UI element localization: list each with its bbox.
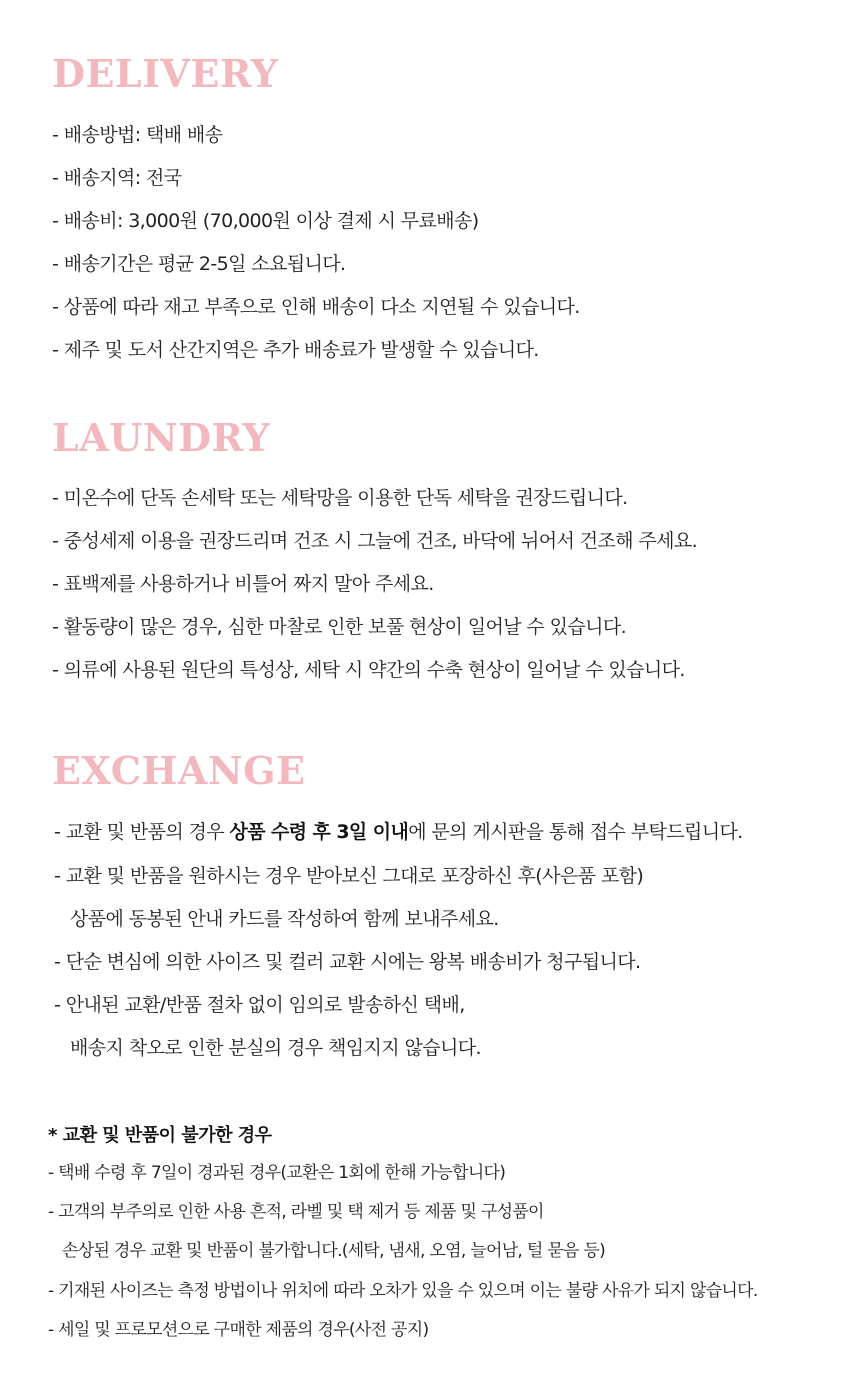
delivery-line: - 제주 및 도서 산간지역은 추가 배송료가 발생할 수 있습니다.	[52, 339, 539, 361]
notice-title: * 교환 및 반품이 불가한 경우	[48, 1125, 272, 1146]
delivery-line: - 상품에 따라 재고 부족으로 인해 배송이 다소 지연될 수 있습니다.	[52, 296, 580, 318]
delivery-line: - 배송기간은 평균 2-5일 소요됩니다.	[52, 253, 346, 275]
laundry-line: - 중성세제 이용을 권장드리며 건조 시 그늘에 건조, 바닥에 뉘어서 건조해 주세요.	[52, 530, 698, 552]
laundry-line: - 활동량이 많은 경우, 심한 마찰로 인한 보풀 현상이 일어날 수 있습니다.	[52, 616, 627, 638]
notice-line: - 기재된 사이즈는 측정 방법이나 위치에 따라 오차가 있을 수 있으며 이는 불량 사유가 되지 않습니다.	[48, 1281, 758, 1301]
delivery-line: - 배송비: 3,000원 (70,000원 이상 결제 시 무료배송)	[52, 210, 479, 232]
exchange-line: - 단순 변심에 의한 사이즈 및 컬러 교환 시에는 왕복 배송비가 청구됩니다.	[54, 951, 641, 973]
delivery-line: - 배송지역: 전국	[52, 167, 182, 189]
exchange-line-prefix: - 교환 및 반품의 경우	[54, 821, 230, 843]
exchange-line: - 교환 및 반품을 원하시는 경우 받아보신 그대로 포장하신 후(사은품 포함)	[54, 865, 644, 887]
laundry-line: - 의류에 사용된 원단의 특성상, 세탁 시 약간의 수축 현상이 일어날 수 있습니다.	[52, 659, 685, 681]
exchange-line-suffix: 에 문의 게시판을 통해 접수 부탁드립니다.	[408, 821, 743, 843]
notice-line: - 택배 수령 후 7일이 경과된 경우(교환은 1회에 한해 가능합니다)	[48, 1163, 506, 1183]
notice-line: - 고객의 부주의로 인한 사용 흔적, 라벨 및 택 제거 등 제품 및 구성품이	[48, 1202, 544, 1222]
notice-line: 손상된 경우 교환 및 반품이 불가합니다.(세탁, 냄새, 오염, 늘어남, 털 묻음 등)	[62, 1241, 606, 1261]
delivery-heading: DELIVERY	[52, 51, 279, 96]
notice-line: - 세일 및 프로모션으로 구매한 제품의 경우(사전 공지)	[48, 1320, 429, 1340]
laundry-heading: LAUNDRY	[52, 415, 271, 460]
exchange-line: 상품에 동봉된 안내 카드를 작성하여 함께 보내주세요.	[70, 908, 499, 930]
laundry-line: - 미온수에 단독 손세탁 또는 세탁망을 이용한 단독 세탁을 권장드립니다.	[52, 487, 628, 509]
exchange-line	[54, 819, 743, 845]
exchange-deadline-emphasis: 상품 수령 후 3일 이내	[229, 821, 409, 843]
delivery-line: - 배송방법: 택배 배송	[52, 124, 223, 146]
laundry-line: - 표백제를 사용하거나 비틀어 짜지 말아 주세요.	[52, 573, 434, 595]
exchange-line: - 안내된 교환/반품 절차 없이 임의로 발송하신 택배,	[54, 994, 465, 1016]
exchange-heading: EXCHANGE	[52, 748, 306, 793]
exchange-line: 배송지 착오로 인한 분실의 경우 책임지지 않습니다.	[70, 1037, 481, 1059]
